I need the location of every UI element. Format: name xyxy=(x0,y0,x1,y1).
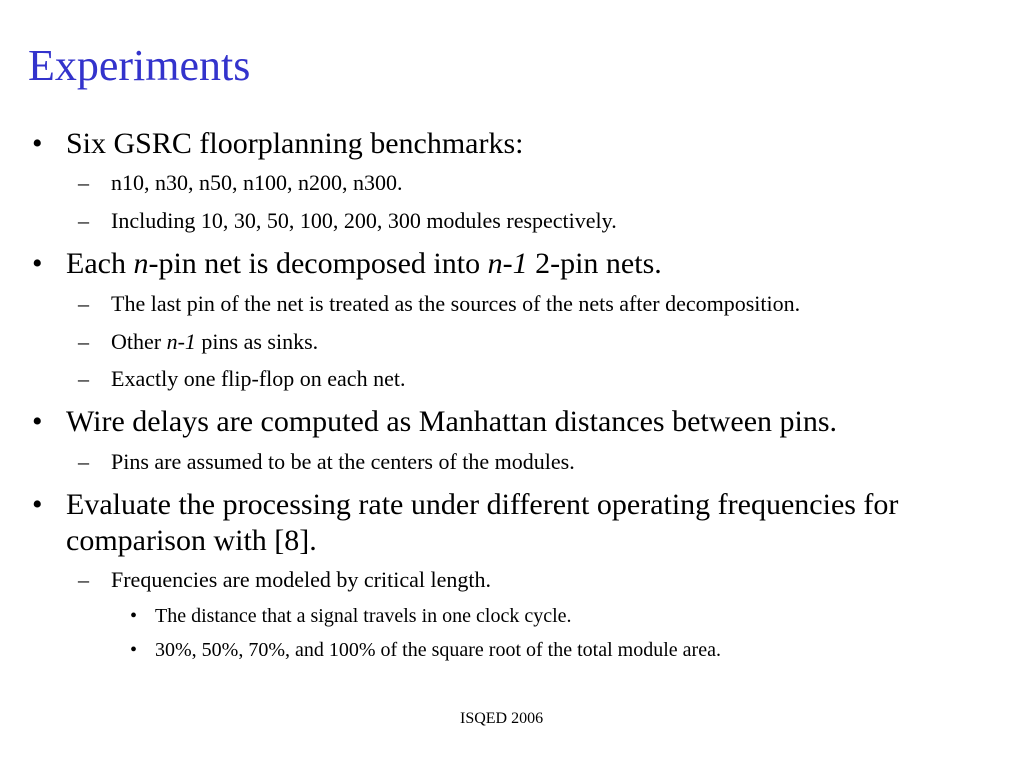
sub-bullet-text: Including 10, 30, 50, 100, 200, 300 modules respectively. xyxy=(111,208,617,233)
dash-mark: – xyxy=(78,329,89,354)
sub-bullet-text: Pins are assumed to be at the centers of the modules. xyxy=(111,449,575,474)
dash-mark: – xyxy=(78,291,89,316)
sub-sub-bullet-text: The distance that a signal travels in one clock cycle. xyxy=(155,605,572,627)
bullet-mark: • xyxy=(32,127,43,160)
slide-title: Experiments xyxy=(28,41,251,90)
dash-mark: – xyxy=(78,170,89,195)
bullet-mark: • xyxy=(32,488,43,521)
bullet-text: Evaluate the processing rate under different operating frequencies for comparison with [8]. xyxy=(66,488,899,557)
bullet-text: Six GSRC floorplanning benchmarks: xyxy=(66,127,524,160)
sub-bullet-text: n10, n30, n50, n100, n200, n300. xyxy=(111,170,403,195)
sub-bullet-text: Frequencies are modeled by critical length. xyxy=(111,567,491,592)
dash-mark: – xyxy=(78,366,89,391)
sub-bullet-text: Other n-1 pins as sinks. xyxy=(111,329,319,354)
bullet-mark: • xyxy=(130,639,138,661)
sub-bullet-text: The last pin of the net is treated as the sources of the nets after decomposition. xyxy=(111,291,801,316)
bullet-text: Each n-pin net is decomposed into n-1 2-pin nets. xyxy=(66,247,662,280)
bullet-text: Wire delays are computed as Manhattan distances between pins. xyxy=(66,405,838,438)
bullet-mark: • xyxy=(32,247,43,280)
sub-sub-bullet-text: 30%, 50%, 70%, and 100% of the square root of the total module area. xyxy=(155,639,721,661)
dash-mark: – xyxy=(78,208,89,233)
bullet-mark: • xyxy=(32,405,43,438)
bullet-mark: • xyxy=(130,605,138,627)
sub-bullet-text: Exactly one flip-flop on each net. xyxy=(111,366,406,391)
dash-mark: – xyxy=(78,449,89,474)
slide-footer: ISQED 2006 xyxy=(460,710,544,727)
dash-mark: – xyxy=(78,567,89,592)
